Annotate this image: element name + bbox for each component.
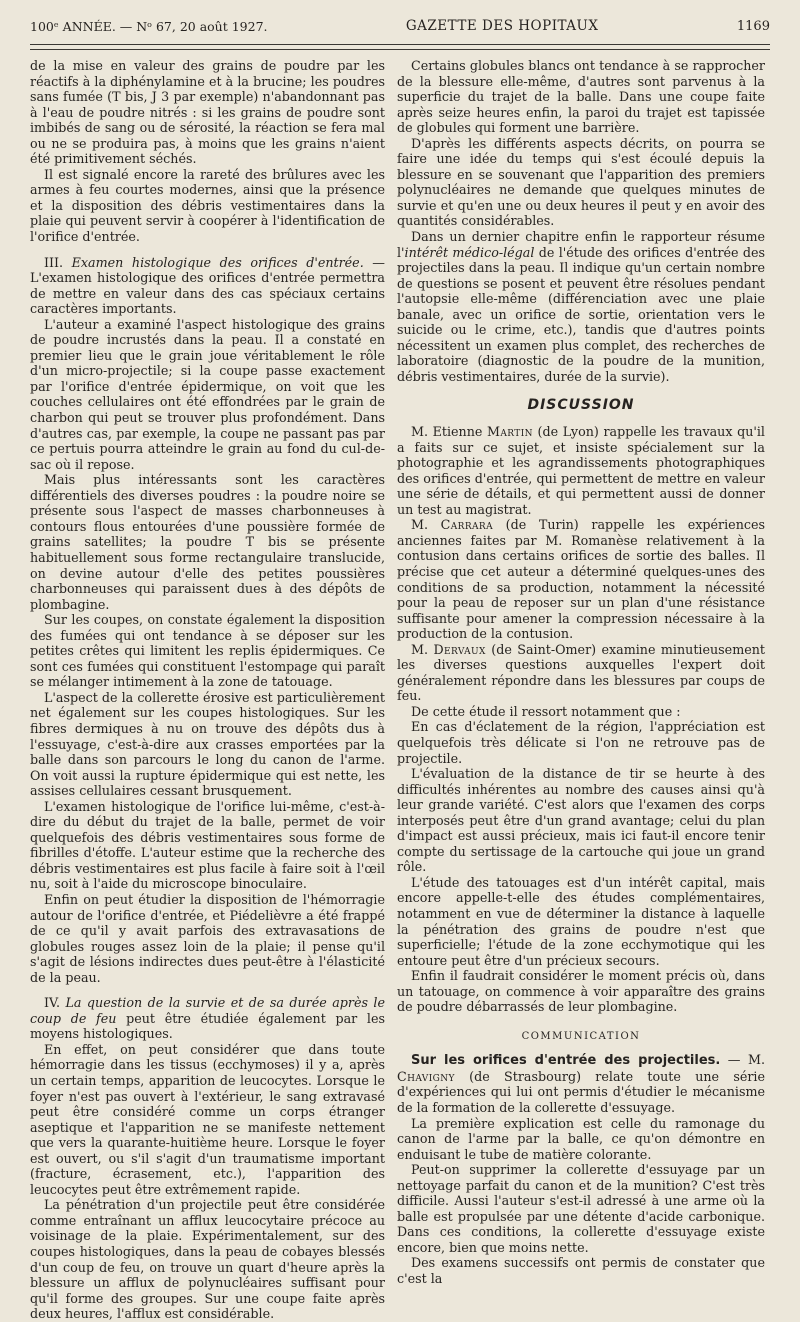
paragraph: Des examens successifs ont permis de constater que c'est la <box>397 1255 765 1287</box>
paragraph: Sur les orifices d'entrée des projectiles. — M. Chavigny (de Strasbourg) relate toute une série d'expériences qui lui ont permis d'étudier le mécanisme de la formation de la collerette d'essuyage. <box>397 1052 765 1115</box>
paragraph: En cas d'éclatement de la région, l'appréciation est quelquefois très délicate si l'on ne retrouve pas de projectile. <box>397 719 765 766</box>
running-head <box>30 12 770 40</box>
discussion-heading: DISCUSSION <box>527 397 635 414</box>
paragraph: Dans un dernier chapitre enfin le rapporteur résume l'intérêt médico-légal de l'étude des orifices d'entrée des projectiles dans la peau. Il indique qu'un certain nombre de questions se posent et peuvent être résolues pendant l'autopsie elle-même (différenciation avec une plaie banale, avec un orifice de sortie, orientation vers le suicide ou le crime, etc.), tandis que d'autres points nécessitent un examen plus complet, des recherches de laboratoire (diagnostic de la poudre de la munition, débris vestimentaires, durée de la survie). <box>397 229 765 384</box>
section-four: IV. La question de la survie et de sa durée après le coup de feu peut être étudiée également par les moyens histologiques. <box>30 995 385 1042</box>
author-name: Dervaux <box>433 641 486 657</box>
paragraph: M. Carrara (de Turin) rappelle les expériences anciennes faites par M. Romanèse relativement à la contusion dans certains orifices de sortie des balles. Il précise que cet auteur a déterminé quelques-unes des conditions de sa production, notamment la nécessité pour la peau de reposer sur un plan d'une résistance suffisante pour amener la compression nécessaire à la production de la contusion. <box>397 517 765 642</box>
author-name: Chavigny <box>397 1068 455 1084</box>
author-name: Martin <box>487 424 533 440</box>
right-column <box>397 58 765 1287</box>
section-title: Examen histologique des orifices d'entrée. <box>71 254 364 270</box>
paragraph: En effet, on peut considérer que dans toute hémorragie dans les tissus (ecchymoses) il y a, après un certain temps, apparition de leucocytes. Lorsque le foyer n'est pas ouvert à l'extérieur, le sang extravasé peut être considéré comme un corps étranger aseptique et l'apparition ne se manifeste nettement que vers la quarante-huitième heure. Lorsque le foyer est ouvert, ou s'il s'agit d'un traumatisme important (fracture, écrasement, etc.), l'apparition des leucocytes peut être extrêmement rapide. <box>30 1041 385 1197</box>
header-rule-bottom <box>30 49 770 50</box>
paragraph: Il est signalé encore la rareté des brûlures avec les armes à feu courtes modernes, ainsi que la présence et la disposition des débris vestimentaires dans la plaie qui peuvent servir à coopérer à l'identification de l'orifice d'entrée. <box>30 166 385 245</box>
paragraph: Sur les coupes, on constate également la disposition des fumées qui ont tendance à se déposer sur les petites crêtes qui limitent les replis épidermiques. Ce sont ces fumées qui constituent l'estompage qui paraît se mélanger intimement à la zone de tatouage. <box>30 612 385 690</box>
page-number: 1169 <box>736 18 770 34</box>
paragraph: M. Etienne Martin (de Lyon) rappelle les travaux qu'il a faits sur ce sujet, et insiste spécialement sur la photographie et les agrandissements photographiques des orifices d'entrée, qui permettent de mettre en valeur une série de détails, et qui permettent aussi de donner un test au magistrat. <box>397 424 765 517</box>
paragraph: L'auteur a examiné l'aspect histologique des grains de poudre incrustés dans la peau. Il a constaté en premier lieu que le grain joue véritablement le rôle d'un micro-projectile; si la coupe passe exactement par l'orifice d'entrée épidermique, on voit que les couches cellulaires ont été effondrées par le grain de charbon qui peut se trouver plus profondément. Dans d'autres cas, par exemple, la coupe ne passant pas par ce pertuis pourra atteindre le grain au fond du cul-de-sac où il repose. <box>30 316 385 472</box>
journal-title: GAZETTE DES HOPITAUX <box>405 18 599 34</box>
paragraph: M. Dervaux (de Saint-Omer) examine minutieusement les diverses questions auxquelles l'expert doit généralement répondre dans les blessures par coups de feu. <box>397 641 765 704</box>
paragraph: L'aspect de la collerette érosive est particulièrement net également sur les coupes histologiques. Sur les fibres dermiques à nu on trouve des dépôts dus à l'essuyage, c'est-à-dire aux crasses emportées par la balle dans son parcours le long du canon de l'arme. On voit aussi la rupture épidermique qui est nette, les assises cellulaires cessant brusquement. <box>30 689 385 799</box>
paragraph: Certains globules blancs ont tendance à se rapprocher de la blessure elle-même, d'autres sont parvenus à la superficie du trajet de la balle. Dans une coupe faite après seize heures enfin, la paroi du trajet est tapissée de globules qui forment une barrière. <box>397 58 765 136</box>
left-column <box>30 58 385 1322</box>
header-rule-top <box>30 44 770 45</box>
paragraph: L'étude des tatouages est d'un intérêt capital, mais encore appelle-t-elle des études complémentaires, notamment en vue de déterminer la distance à laquelle la pénétration des grains de poudre n'est que superficielle; l'étude de la zone ecchymotique qui les entoure peut être d'un précieux secours. <box>397 874 765 968</box>
paragraph: La première explication est celle du ramonage du canon de l'arme par la balle, ce qu'on démontre en enduisant le tube de matière colorante. <box>397 1115 765 1162</box>
paragraph: Enfin on peut étudier la disposition de l'hémorragie autour de l'orifice d'entrée, et Piédelièvre a été frappé de ce qu'il y avait parfois des extravasations de globules rouges assez loin de la plaie; il pense qu'il s'agit de lésions indirectes dues peut-être à l'élasticité de la peau. <box>30 891 385 985</box>
paragraph: L'évaluation de la distance de tir se heurte à des difficultés inhérentes au nombre des causes ainsi qu'à leur grande variété. C'est alors que l'examen des corps interposés peut être d'un grand avantage; celui du plan d'impact est aussi précieux, mais ici faut-il encore tenir compte du sertissage de la cartouche qui joue un grand rôle. <box>397 766 765 875</box>
communication-title: Sur les orifices d'entrée des projectiles. <box>411 1053 721 1069</box>
paragraph: Mais plus intéressants sont les caractères différentiels des diverses poudres : la poudre noire se présente sous l'aspect de masses charbonneuses à contours flous entourées d'une poussière formée de grains satellites; la poudre T bis se présente habituellement sous forme rectangulaire translucide, on devine autour d'elle des petites poussières charbonneuses qui paraissent dues à des dépôts de plombagine. <box>30 472 385 612</box>
communication-heading: COMMUNICATION <box>521 1030 641 1042</box>
author-name: Carrara <box>440 517 494 533</box>
section-three: III. Examen histologique des orifices d'entrée. — L'examen histologique des orifices d'entrée permettra de mettre en valeur dans des cas spéciaux certains caractères importants. <box>30 254 385 317</box>
paragraph: Enfin il faudrait considérer le moment précis où, dans un tatouage, on commence à voir apparaître des grains de poudre débarrassés de leur plombagine. <box>397 968 765 1015</box>
paragraph: Peut-on supprimer la collerette d'essuyage par un nettoyage parfait du canon et de la munition? C'est très difficile. Aussi l'auteur s'est-il adressé à une arme où la balle est propulsée par une détente d'acide carbonique. Dans ces conditions, la collerette d'essuyage existe encore, bien que moins nette. <box>397 1162 765 1255</box>
paragraph: de la mise en valeur des grains de poudre par les réactifs à la diphénylamine et à la brucine; les poudres sans fumée (T bis, J 3 par exemple) n'abandonnant pas à l'eau de poudre nitrés : si les grains de poudre sont imbibés de sang ou de sérosité, la réaction se fera mal ou ne se produira pas, à moins que les grains n'aient été primitivement séchés. <box>30 58 385 167</box>
paragraph: D'après les différents aspects décrits, on pourra se faire une idée du temps qui s'est écoulé depuis la blessure en se souvenant que l'apparition des premiers polynucléaires ne demande que quelques minutes de survie et qu'en une ou deux heures il peut y en avoir des quantités considérables. <box>397 135 765 229</box>
paragraph: De cette étude il ressort notamment que : <box>411 703 681 719</box>
paragraph: La pénétration d'un projectile peut être considérée comme entraînant un afflux leucocytaire précoce au voisinage de la plaie. Expérimentalement, sur des coupes histologiques, dans la peau de cobayes blessés d'un coup de feu, on trouve un quart d'heure après la blessure un afflux de polynucléaires suffisant pour qu'il forme des groupes. Sur une coupe faite après deux heures, l'afflux est considérable. <box>30 1197 385 1322</box>
section-title: La question de la survie et de sa durée après le coup de feu <box>30 995 385 1026</box>
paragraph: L'examen histologique de l'orifice lui-même, c'est-à-dire du début du trajet de la balle, permet de voir quelquefois des débris vestimentaires sous forme de fibrilles d'étoffe. L'auteur estime que la recherche des débris vestimentaires est plus facile à faire soit à l'œil nu, soit à l'aide du microscope binoculaire. <box>30 798 385 892</box>
issue-info: 100ᵉ ANNÉE. — Nᵒ 67, 20 août 1927. <box>30 18 268 34</box>
